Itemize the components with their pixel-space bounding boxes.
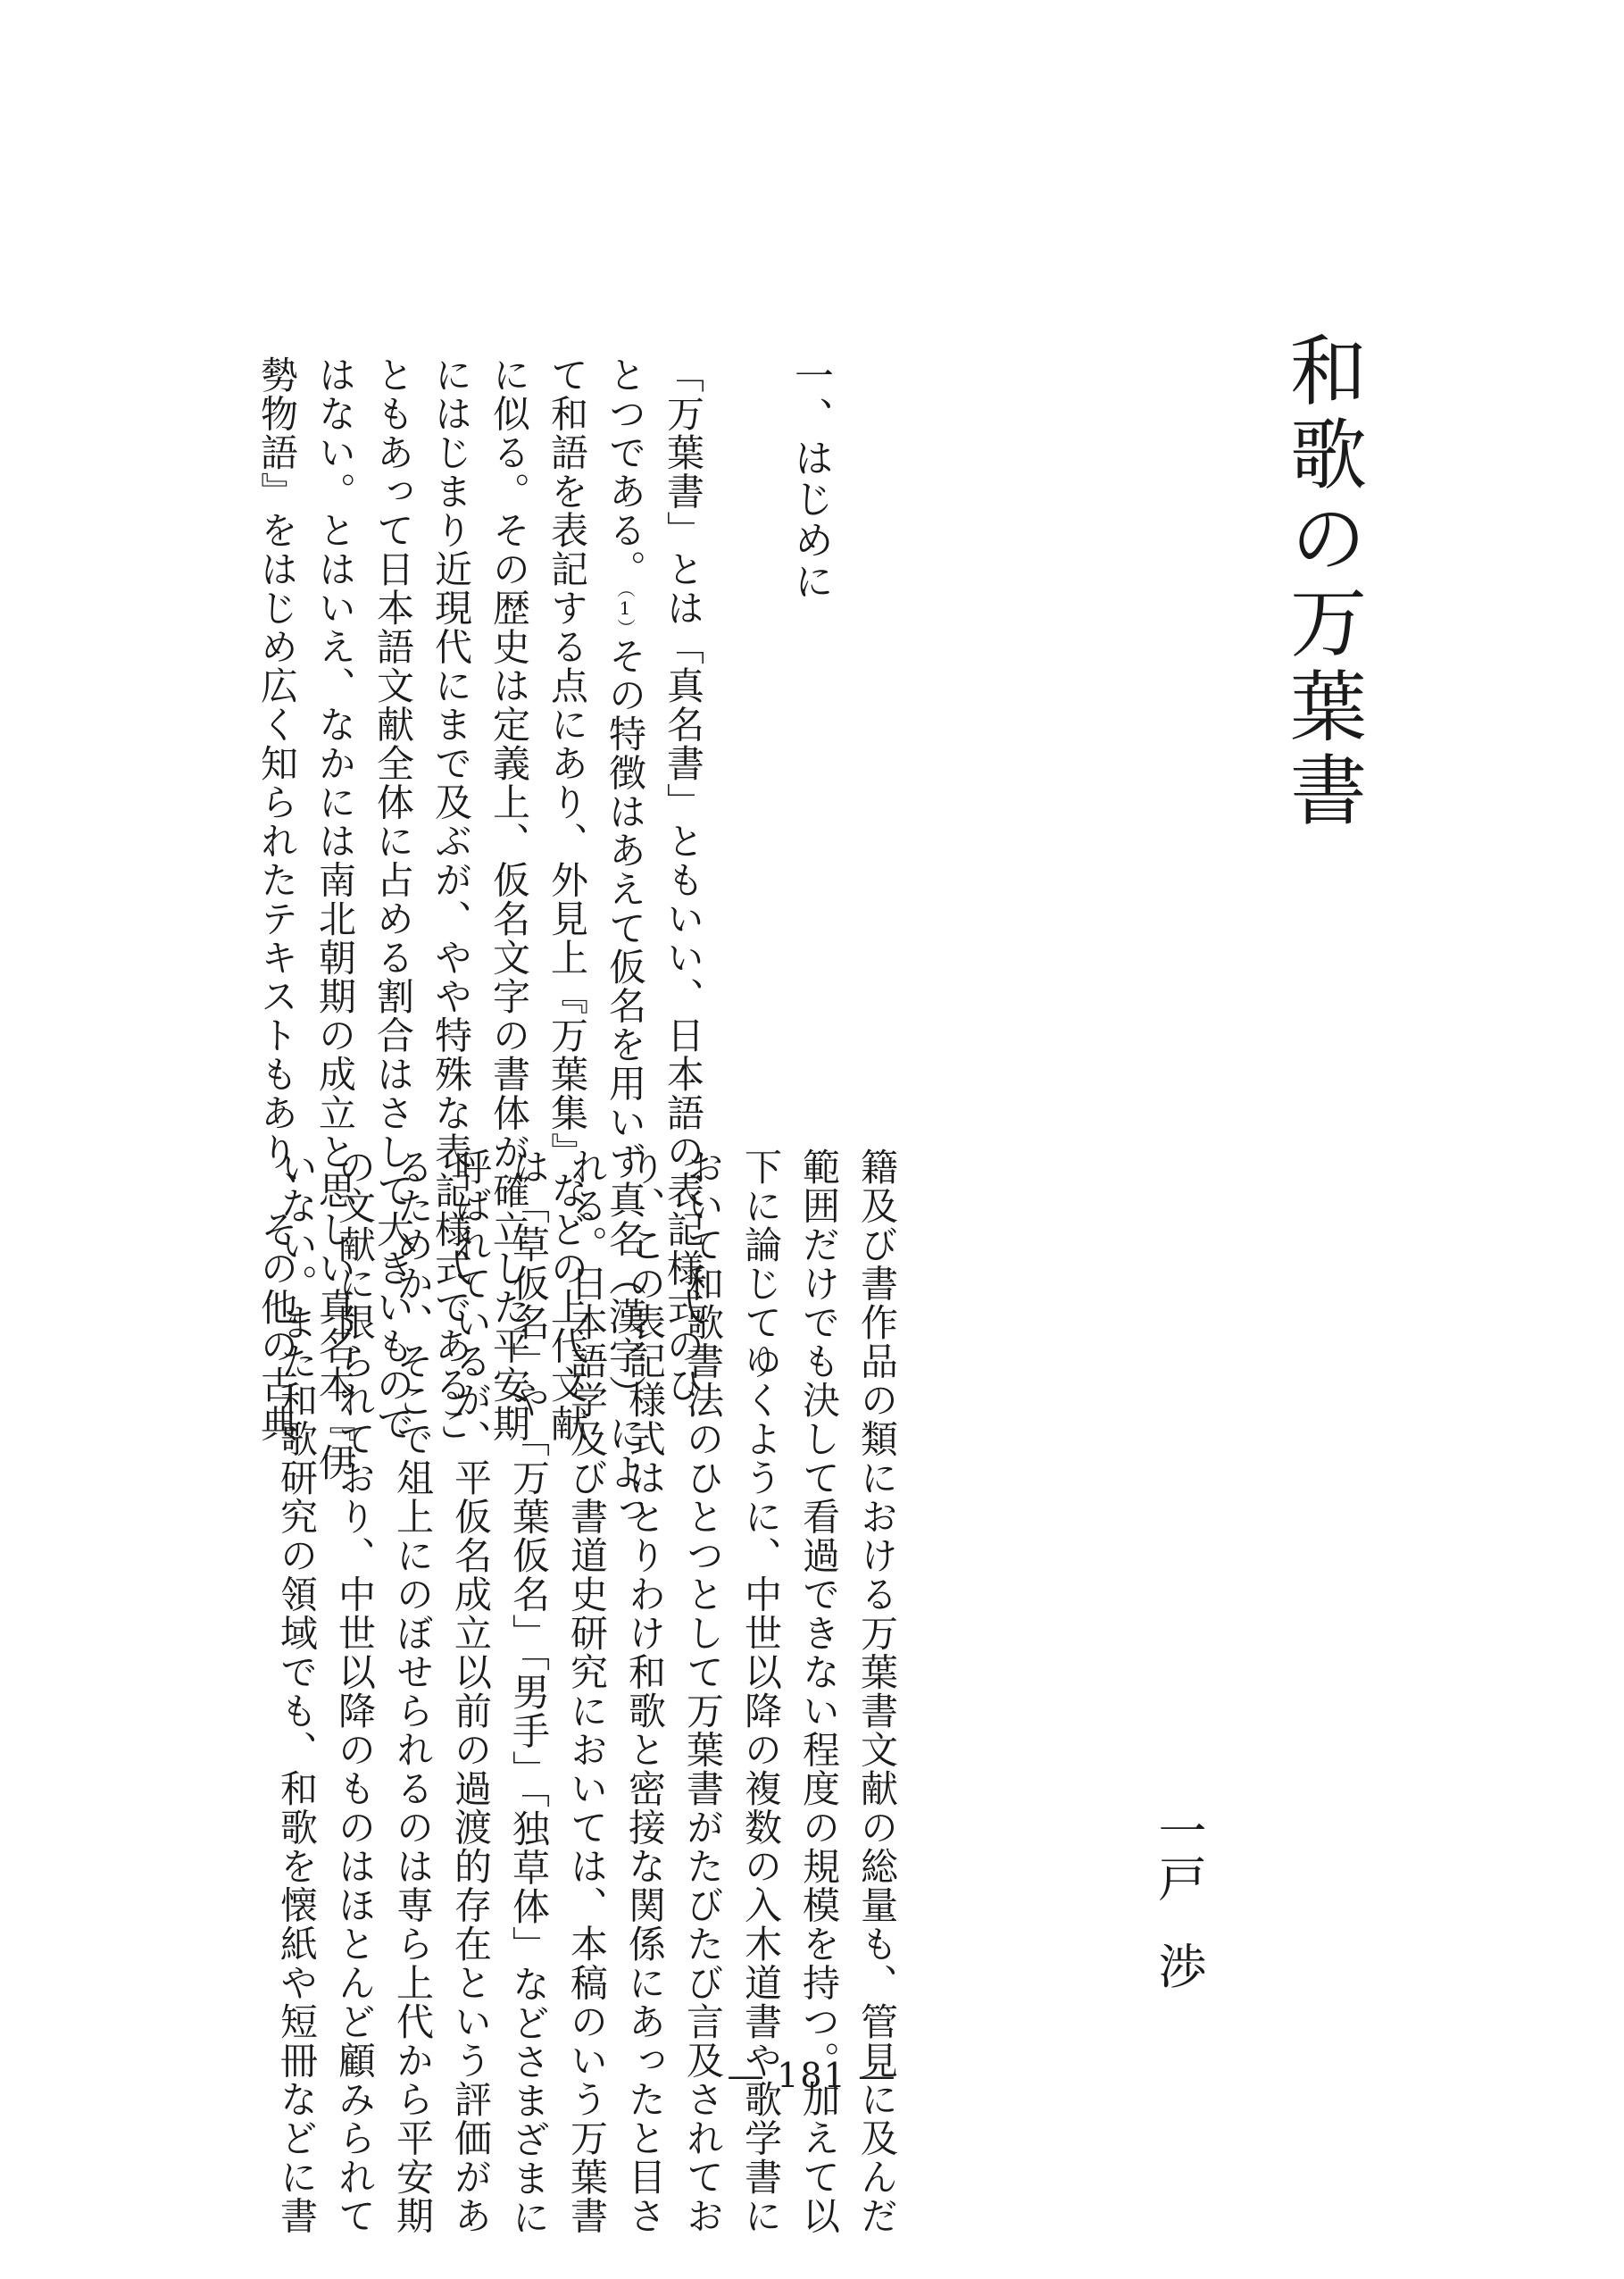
text-line: 「万葉書」とは「真名書」ともいい、日本語の表記様式のひ [662,355,705,1405]
text-line-rest: その特徴はあえて仮名を用いず真名（漢字）によっ [604,637,647,1531]
text-line: ともあって日本語文献全体に占める割合はさして大きいもので [371,355,415,1443]
text-line: て和語を表記する点にあり、外見上『万葉集』などの上代文献 [545,355,589,1443]
author-name [1151,1806,1207,1990]
text-line: 勢物語』をはじめ広く知られたテキストもあり、その他の古典 [255,355,299,1443]
text-line: おいて和歌書法のひとつとして万葉書がたびたび言及されてお [681,1148,725,2235]
text-line: 下に論じてゆくように、中世以降の複数の入木道書や歌学書に [739,1148,783,2235]
text-line: の文献に限られており、中世以降のものはほとんど顧みられて [333,1148,377,2235]
text-line: るためか、そこで俎上にのぼせられるのは専ら上代から平安期 [391,1148,435,2235]
text-line: 呼ばれているが、平仮名成立以前の過渡的存在という評価があ [449,1148,493,2235]
text-line: にはじまり近現代にまで及ぶが、やや特殊な表記様式であるこ [429,355,473,1443]
article-title: 和歌の万葉書 [1277,330,1366,834]
author-family-name: 一戸 [1151,1806,1207,1902]
text-line: いない。また和歌研究の領域でも、和歌を懐紙や短冊などに書 [275,1148,319,2235]
page-number: ― 181 ― [729,2056,895,2095]
text-line: はない。とはいえ、なかには南北朝期の成立と思しい真名本『伊 [313,355,357,1482]
text-line: は「草仮名」や「万葉仮名」「男手」「独草体」などさまざまに [507,1148,551,2237]
text-line: に似る。その歴史は定義上、仮名文字の書体が確立した平安期 [487,355,531,1443]
text-line-with-note: とつである。$^{(1)}$その特徴はあえて仮名を用いず真名（漢字）によっ [604,355,647,1531]
author-given-name: 渉 [1151,1941,1207,1990]
text-line: れる。日本語学及び書道史研究においては、本稿のいう万葉書 [565,1148,609,2235]
text-line: り、この表記様式はとりわけ和歌と密接な関係にあったと目さ [623,1148,667,2235]
text-line: 範囲だけでも決して看過できない程度の規模を持つ。加えて以 [797,1148,841,2235]
text-line: 籍及び書作品の類における万葉書文献の総量も、管見に及んだ [855,1148,899,2235]
footnote-marker[interactable]: （1） [614,589,636,637]
section-heading: 一、はじめに [787,355,833,602]
